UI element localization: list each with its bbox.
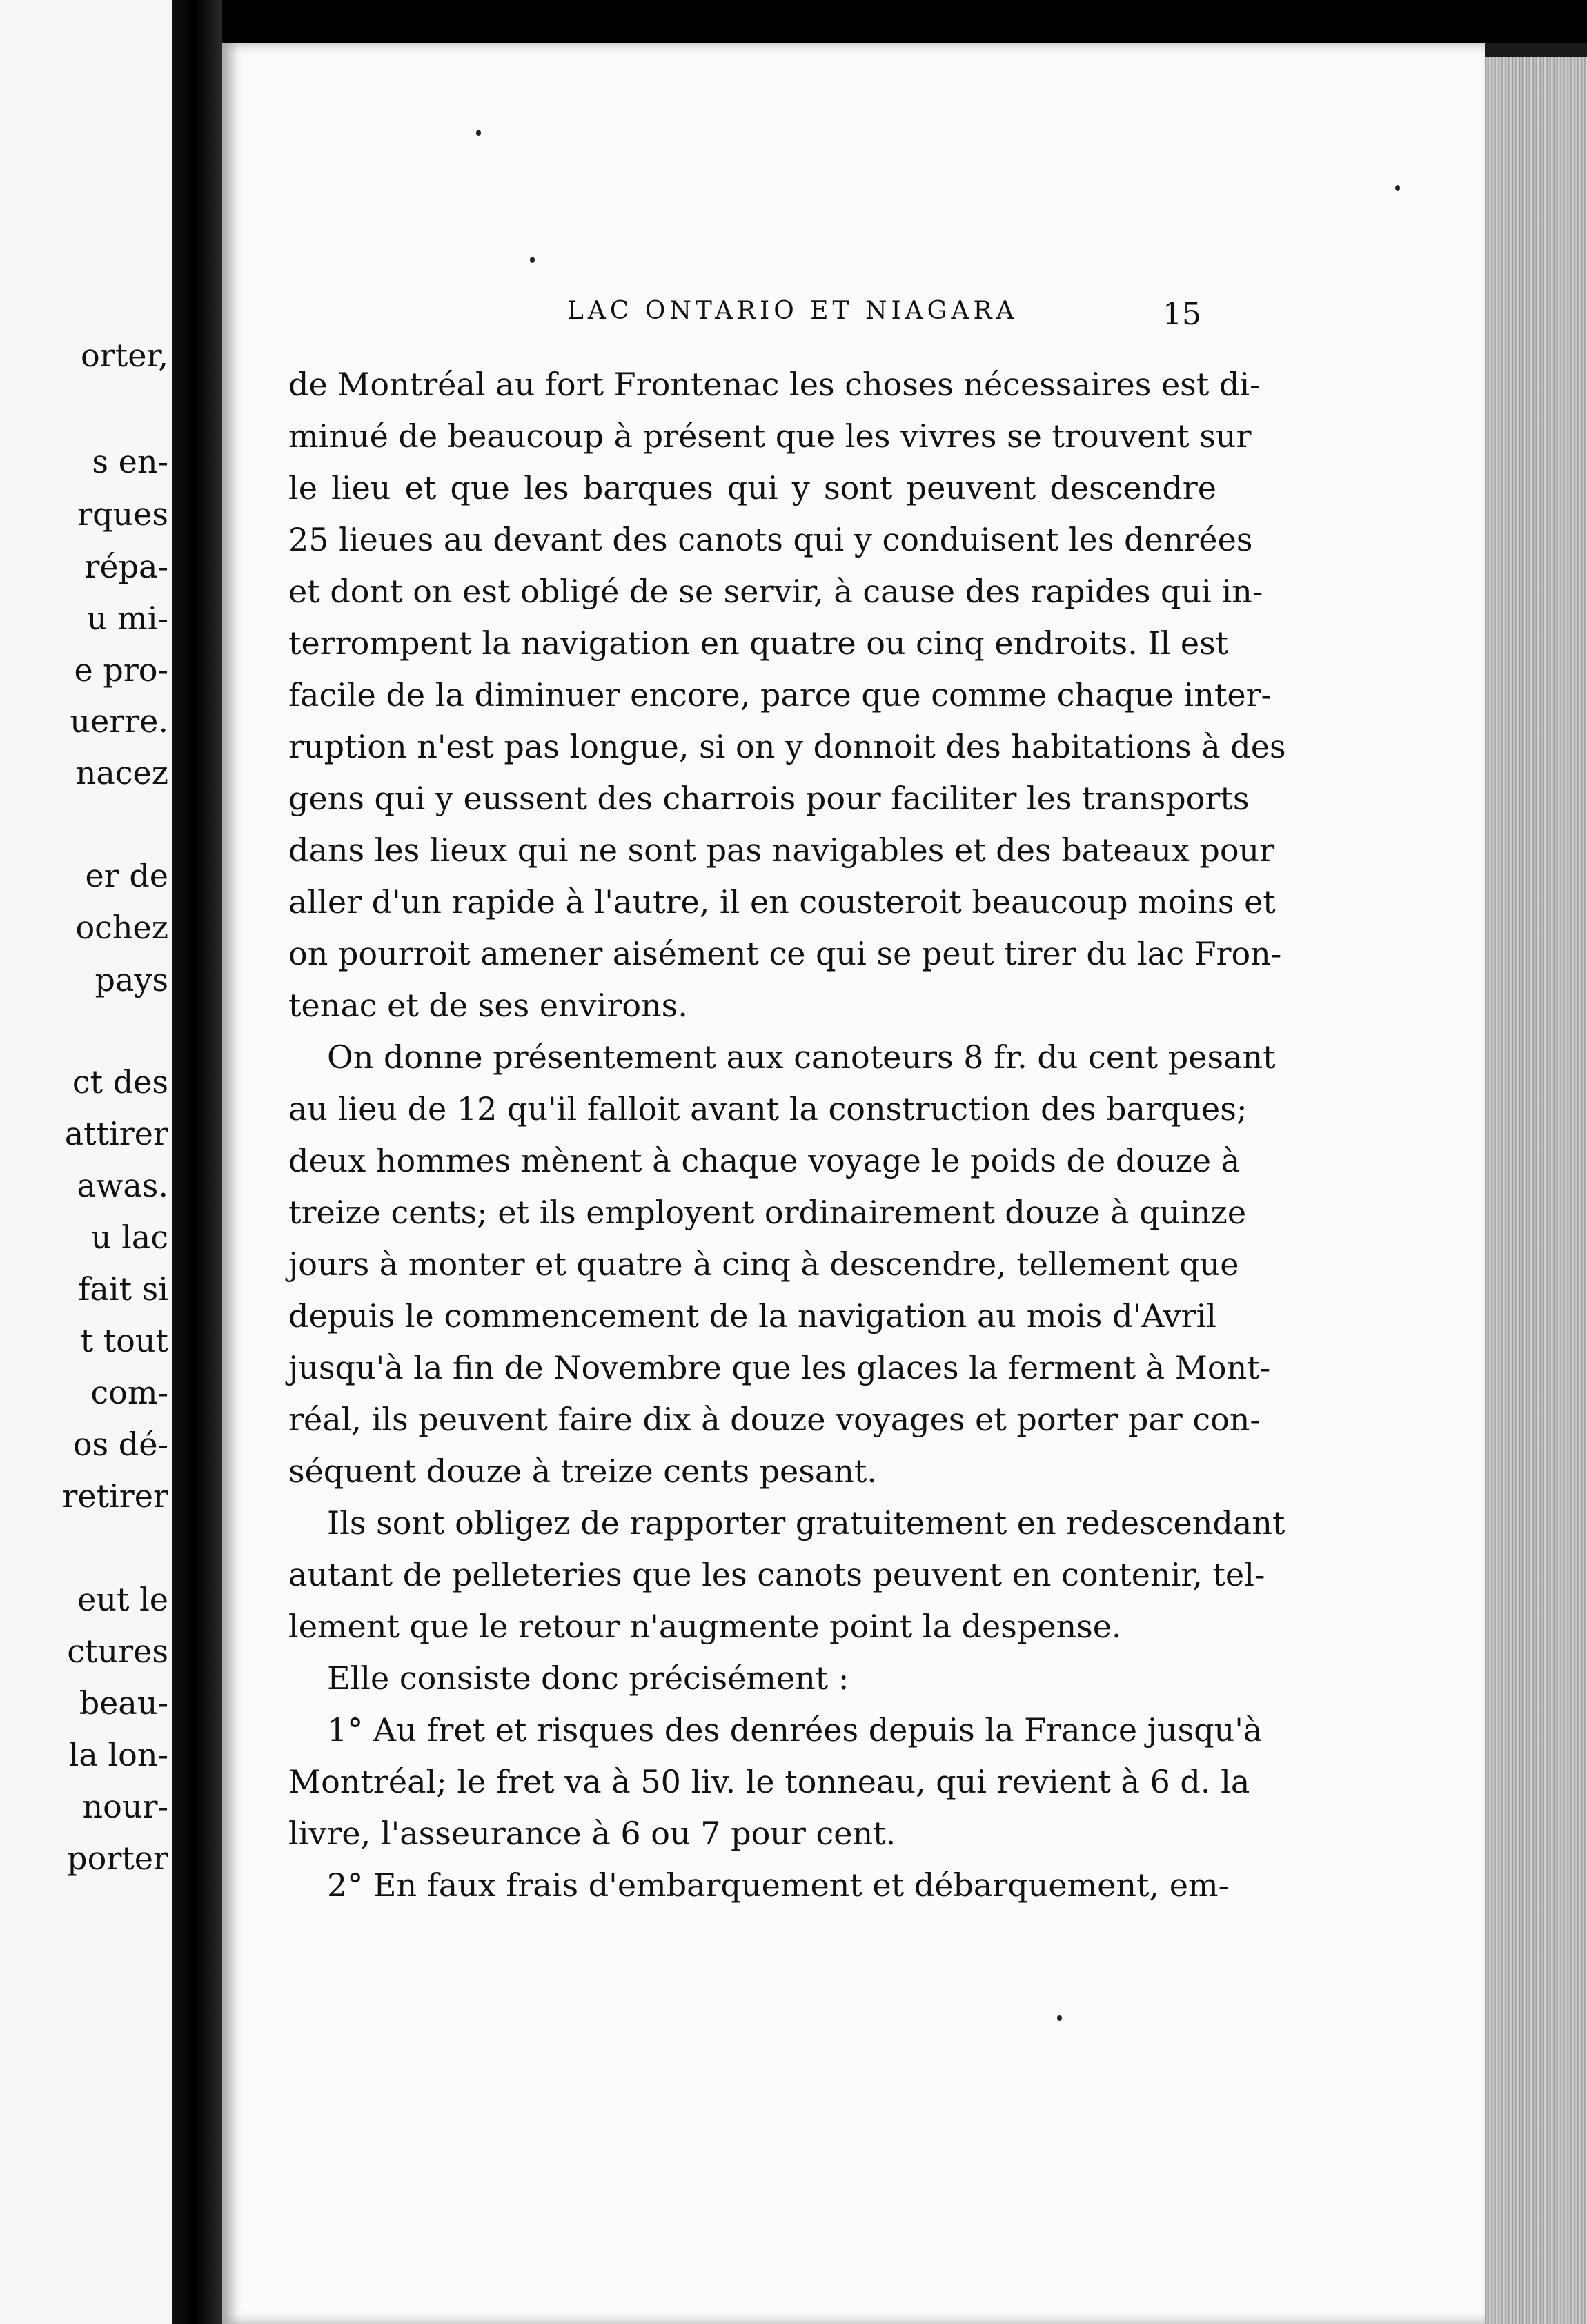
text-line: treize cents; et ils employent ordinairement douze à quinze <box>288 1194 1247 1231</box>
text-line: aller d'un rapide à l'autre, il en cousteroit beaucoup moins et <box>288 883 1276 920</box>
left-page-fragment: répa- <box>84 548 168 585</box>
left-page-fragment: er de <box>85 857 168 894</box>
page-block-top-shadow <box>1485 43 1587 57</box>
text-line: Montréal; le fret va à 50 liv. le tonneau, qui revient à 6 d. la <box>288 1763 1250 1800</box>
text-line: ruption n'est pas longue, si on y donnoit des habitations à des <box>288 728 1286 765</box>
text-line: 1° Au fret et risques des denrées depuis la France jusqu'à <box>327 1711 1263 1749</box>
text-line: 2° En faux frais d'embarquement et débarquement, em- <box>327 1867 1230 1904</box>
text-line: depuis le commencement de la navigation au mois d'Avril <box>288 1297 1216 1335</box>
text-line: dans les lieux qui ne sont pas navigables et des bateaux pour <box>288 831 1275 869</box>
text-line: Elle consiste donc précisément : <box>327 1660 849 1697</box>
text-line: et dont on est obligé de se servir, à cause des rapides qui in- <box>288 573 1263 610</box>
text-line: au lieu de 12 qu'il falloit avant la construction des barques; <box>288 1090 1248 1127</box>
text-line: on pourroit amener aisément ce qui se peut tirer du lac Fron- <box>288 935 1282 972</box>
text-line: jusqu'à la fin de Novembre que les glaces la ferment à Mont- <box>288 1349 1271 1386</box>
paper-speck <box>530 257 535 263</box>
left-page-fragment: la lon- <box>68 1736 168 1773</box>
text-line: terrompent la navigation en quatre ou cinq endroits. Il est <box>288 624 1229 662</box>
text-line: le lieu et que les barques qui y sont peuvent descendre <box>288 469 1216 506</box>
text-line: minué de beaucoup à présent que les vivres se trouvent sur <box>288 417 1252 455</box>
left-page-fragment: os dé- <box>72 1426 168 1463</box>
left-page-fragment: uerre. <box>70 702 168 740</box>
text-line: jours à monter et quatre à cinq à descendre, tellement que <box>288 1245 1239 1283</box>
left-page-fragment: nour- <box>82 1788 168 1825</box>
text-line: tenac et de ses environs. <box>288 987 688 1024</box>
left-page-fragment: ct des <box>72 1063 168 1101</box>
left-page-fragment: retirer <box>62 1477 168 1515</box>
paper-speck <box>476 130 481 136</box>
text-line: Ils sont obligez de rapporter gratuitement en redescendant <box>327 1504 1285 1542</box>
left-page-fragment: orter, <box>81 337 168 374</box>
left-page-fragment: eut le <box>77 1581 168 1618</box>
text-line: livre, l'asseurance à 6 ou 7 pour cent. <box>288 1815 896 1852</box>
left-page-fragment: awas. <box>77 1167 168 1204</box>
left-page-fragment: u mi- <box>86 600 168 637</box>
page-block-edges <box>1485 57 1587 2324</box>
running-head: LAC ONTARIO ET NIAGARA <box>567 297 1018 325</box>
left-page-fragment: com- <box>90 1374 168 1411</box>
text-line: deux hommes mènent à chaque voyage le poids de douze à <box>288 1142 1241 1179</box>
body-text <box>288 359 1286 1911</box>
left-page-fragment: e pro- <box>74 651 168 689</box>
left-page-fragment: nacez <box>75 754 168 791</box>
paper-speck <box>1395 185 1400 191</box>
left-page-fragment: fait si <box>78 1270 168 1308</box>
text-line: facile de la diminuer encore, parce que comme chaque inter- <box>288 676 1272 713</box>
text-line: autant de pelleteries que les canots peuvent en contenir, tel- <box>288 1556 1265 1593</box>
left-page-fragment: beau- <box>79 1684 168 1722</box>
left-page-fragment: s en- <box>92 443 168 480</box>
left-page-fragment: ochez <box>75 909 168 946</box>
text-line: gens qui y eussent des charrois pour faciliter les transports <box>288 780 1250 817</box>
text-line: lement que le retour n'augmente point la despense. <box>288 1608 1122 1645</box>
left-page-fragment: u lac <box>90 1219 168 1256</box>
left-page-fragment: t tout <box>80 1322 168 1359</box>
text-line: séquent douze à treize cents pesant. <box>288 1452 877 1490</box>
left-page-fragment: porter <box>67 1840 168 1877</box>
left-page-fragment: pays <box>95 961 168 998</box>
paper-speck <box>1057 2015 1062 2021</box>
left-page-fragment: attirer <box>64 1115 168 1152</box>
left-page-fragment: rques <box>77 495 168 533</box>
text-line: réal, ils peuvent faire dix à douze voyages et porter par con- <box>288 1401 1261 1438</box>
previous-page-strip <box>0 0 172 2324</box>
text-line: 25 lieues au devant des canots qui y conduisent les denrées <box>288 521 1253 558</box>
left-page-fragment: ctures <box>67 1633 168 1670</box>
text-line: de Montréal au fort Frontenac les choses nécessaires est di- <box>288 366 1261 403</box>
text-line: On donne présentement aux canoteurs 8 fr. du cent pesant <box>327 1038 1276 1076</box>
page-number: 15 <box>1163 297 1201 332</box>
book-gutter <box>172 0 222 2324</box>
